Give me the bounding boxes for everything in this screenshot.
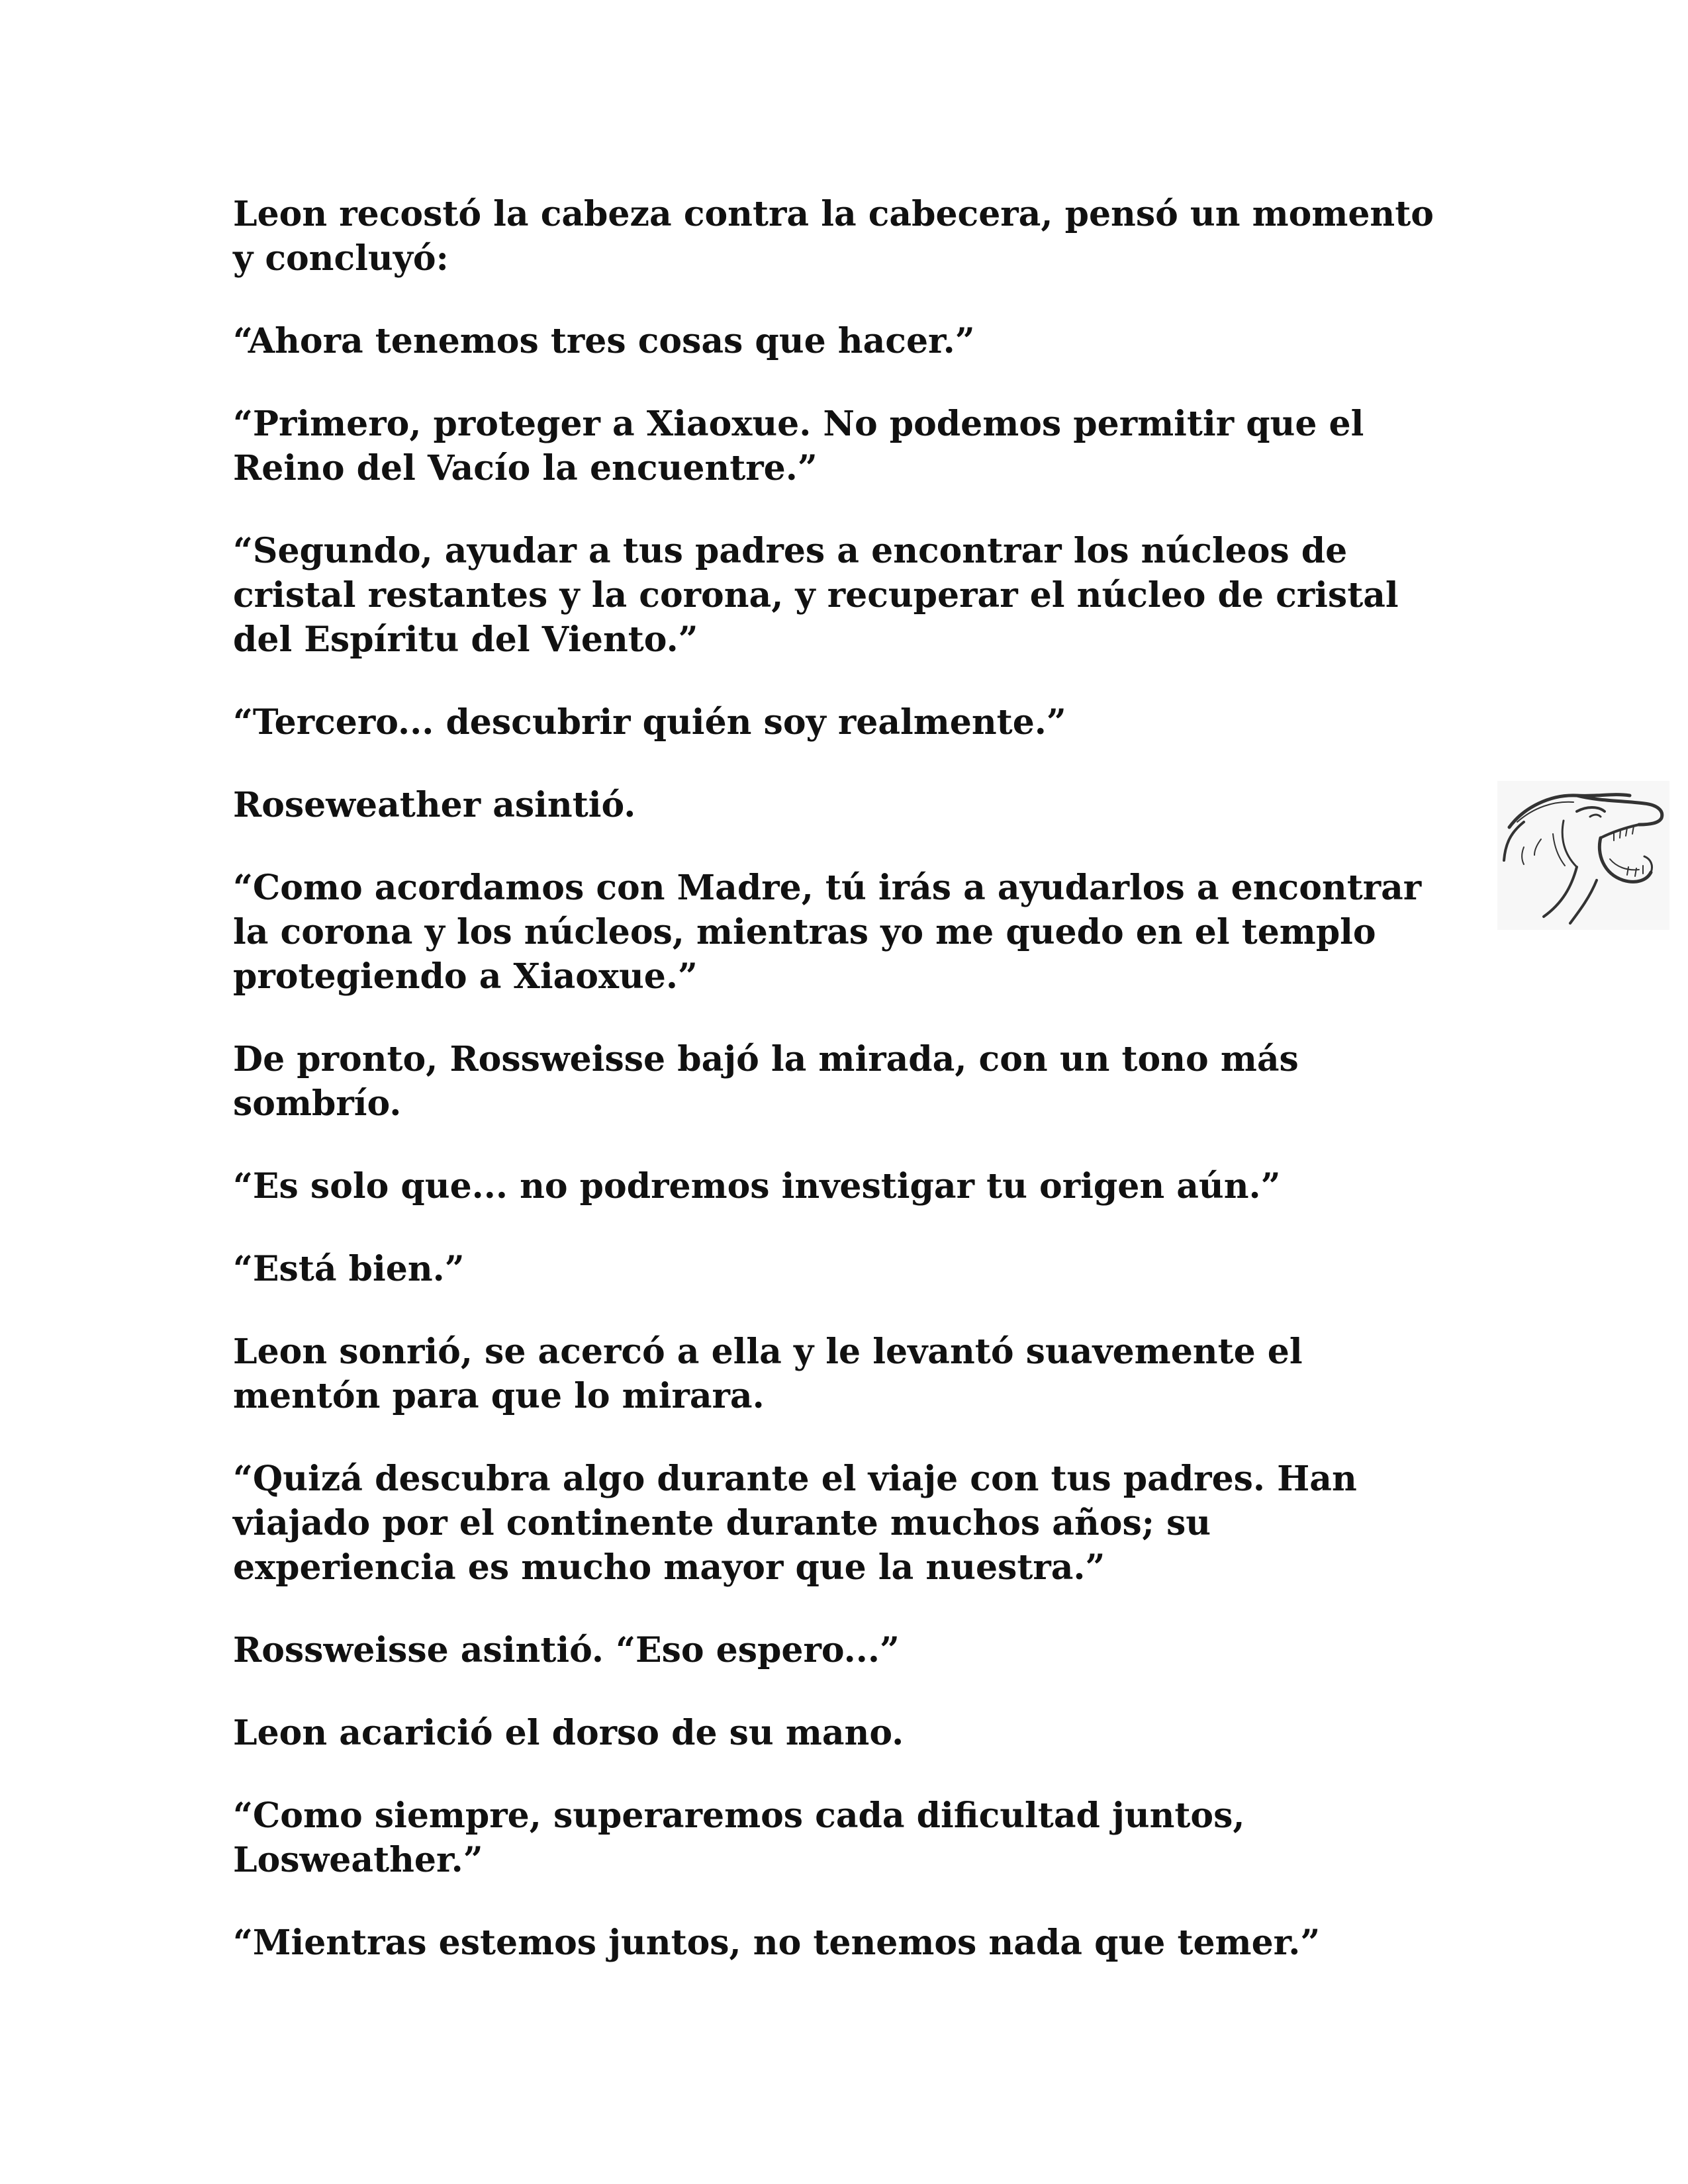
paragraph: “Mientras estemos juntos, no tenemos nada que temer.” — [233, 1923, 1321, 1963]
paragraph: Leon sonrió, se acercó a ella y le levantó suavemente el mentón para que lo mirara. — [233, 1332, 1303, 1416]
paragraph: “Primero, proteger a Xiaoxue. No podemos permitir que el Reino del Vacío la encuentre.” — [233, 404, 1364, 488]
paragraph: “Quizá descubra algo durante el viaje con tus padres. Han viajado por el continente durante muchos años; su experiencia es mucho mayor que la nuestra.” — [233, 1459, 1357, 1588]
paragraph: Roseweather asintió. — [233, 785, 636, 825]
paragraph: “Como acordamos con Madre, tú irás a ayudarlos a encontrar la corona y los núcleos, mientras yo me quedo en el templo protegiendo a Xiaoxue.” — [233, 868, 1422, 997]
dragon-head-sketch-icon — [1497, 781, 1669, 930]
paragraph: “Ahora tenemos tres cosas que hacer.” — [233, 321, 975, 361]
paragraph: “Tercero... descubrir quién soy realmente.” — [233, 702, 1066, 743]
paragraph: “Está bien.” — [233, 1249, 465, 1289]
paragraph: Rossweisse asintió. “Eso espero...” — [233, 1630, 900, 1670]
paragraph: “Es solo que... no podremos investigar tu origen aún.” — [233, 1166, 1281, 1206]
paragraph: De pronto, Rossweisse bajó la mirada, con un tono más sombrío. — [233, 1039, 1299, 1124]
paragraph: Leon acarició el dorso de su mano. — [233, 1713, 904, 1753]
paragraph: “Segundo, ayudar a tus padres a encontrar los núcleos de cristal restantes y la corona, y recuperar el núcleo de cristal del Espíritu del Viento.” — [233, 531, 1399, 660]
paragraph: Leon recostó la cabeza contra la cabecera, pensó un momento y concluyó: — [233, 194, 1434, 279]
story-text — [233, 192, 1444, 2003]
paragraph: “Como siempre, superaremos cada dificultad juntos, Losweather.” — [233, 1796, 1245, 1880]
